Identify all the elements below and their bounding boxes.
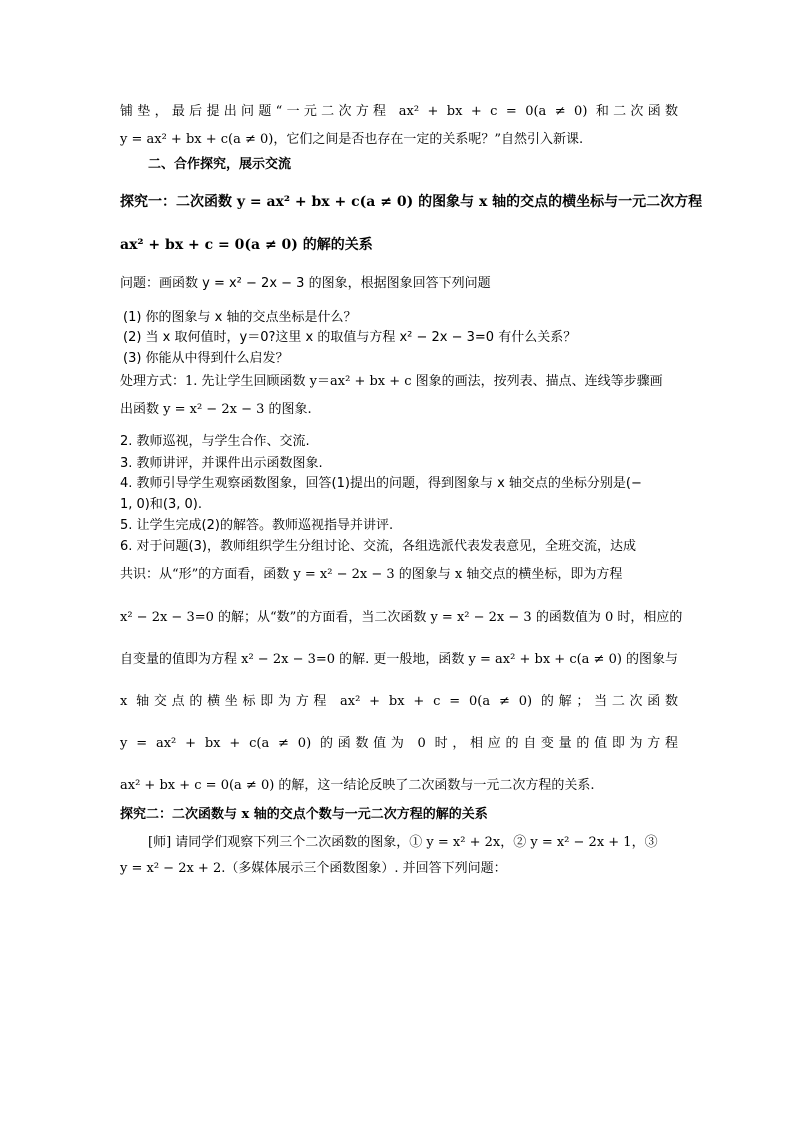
section-heading: 二、合作探究，展示交流 bbox=[148, 157, 292, 172]
step-6-line-2: 共识：从“形”的方面看，函数 y = x² − 2x − 3 的图象与 x 轴交点的横坐标，即为方程 bbox=[120, 567, 623, 582]
text-line-1: 铺垫，最后提出问题“一元二次方程 ax² + bx + c = 0(a ≠ 0) 和二次函数 bbox=[120, 104, 678, 119]
step-6-line-6: y = ax² + bx + c(a ≠ 0) 的函数值为 0 时，相应的自变量的值即为方程 bbox=[120, 736, 678, 751]
question-3: (3) 你能从中得到什么启发？ bbox=[123, 351, 289, 366]
step-6-line-5: x 轴交点的横坐标即为方程 ax² + bx + c = 0(a ≠ 0) 的解；当二次函数 bbox=[120, 694, 678, 709]
explore-one-heading-cont: ax² + bx + c = 0(a ≠ 0) 的解的关系 bbox=[120, 237, 373, 253]
step-5: 5. 让学生完成(2)的解答。教师巡视指导并讲评. bbox=[120, 518, 394, 533]
step-6-line-3: x² − 2x − 3=0 的解；从“数”的方面看，当二次函数 y = x² − 2x − 3 的函数值为 0 时，相应的 bbox=[120, 610, 683, 625]
step-4: 4. 教师引导学生观察函数图象，回答(1)提出的问题，得到图象与 x 轴交点的坐标分别是(− bbox=[120, 476, 642, 491]
step-6-line-7: ax² + bx + c = 0(a ≠ 0) 的解，这一结论反映了二次函数与一元二次方程的关系. bbox=[120, 778, 595, 793]
teacher-line-1: [师] 请同学们观察下列三个二次函数的图象，① y = x² + 2x，② y = x² − 2x + 1，③ bbox=[148, 835, 658, 850]
question-1: (1) 你的图象与 x 轴的交点坐标是什么？ bbox=[123, 310, 357, 325]
explore-one-heading: 探究一：二次函数 y = ax² + bx + c(a ≠ 0) 的图象与 x 轴的交点的横坐标与一元二次方程 bbox=[120, 194, 703, 210]
text-line-2: y = ax² + bx + c(a ≠ 0)，它们之间是否也存在一定的关系呢？”自然引入新课. bbox=[120, 132, 584, 147]
question-2: (2) 当 x 取何值时，y＝0?这里 x 的取值与方程 x² − 2x − 3=0 有什么关系？ bbox=[123, 330, 577, 345]
method-line-2: 出函数 y = x² − 2x − 3 的图象. bbox=[120, 402, 312, 417]
step-6-line-4: 自变量的值即为方程 x² − 2x − 3=0 的解. 更一般地，函数 y = ax² + bx + c(a ≠ 0) 的图象与 bbox=[120, 652, 679, 667]
step-6: 6. 对于问题(3)，教师组织学生分组讨论、交流，各组选派代表发表意见，全班交流，达成 bbox=[120, 539, 636, 554]
step-4-cont: 1, 0)和(3, 0). bbox=[120, 497, 202, 512]
explore-two-heading: 探究二：二次函数与 x 轴的交点个数与一元二次方程的解的关系 bbox=[120, 807, 488, 822]
method-line-1: 处理方式：1. 先让学生回顾函数 y＝ax² + bx + c 图象的画法，按列表、描点、连线等步骤画 bbox=[120, 374, 663, 389]
step-2: 2. 教师巡视，与学生合作、交流. bbox=[120, 434, 310, 449]
step-3: 3. 教师讲评，并课件出示函数图象. bbox=[120, 456, 323, 471]
question-text: 问题：画函数 y = x² − 2x − 3 的图象，根据图象回答下列问题 bbox=[120, 276, 491, 291]
teacher-line-2: y = x² − 2x + 2.（多媒体展示三个函数图象）. 并回答下列问题： bbox=[120, 861, 507, 876]
